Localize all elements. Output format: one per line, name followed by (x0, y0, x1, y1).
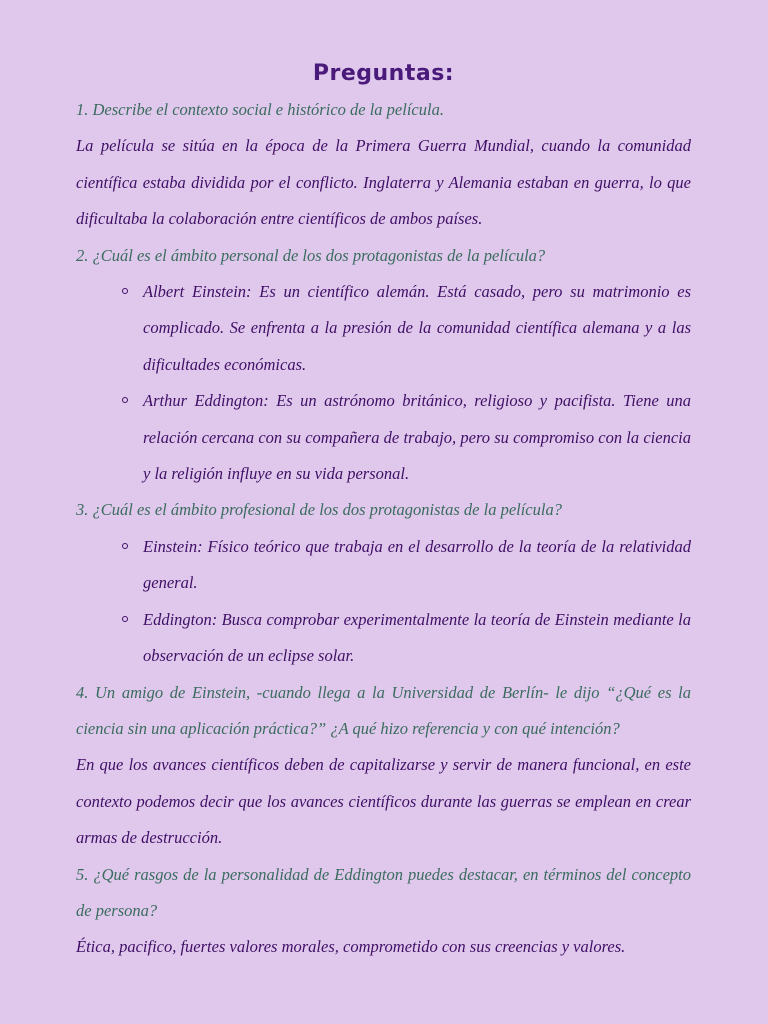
list-item-text: Einstein: Físico teórico que trabaja en el desarrollo de la teoría de la relatividad general. (143, 536, 691, 593)
answer-1: La película se sitúa en la época de la Primera Guerra Mundial, cuando la comunidad científica estaba dividida por el conflicto. Inglaterra y Alemania estaban en guerra, lo que dificultaba la colaboración entre científicos de ambos países. (76, 136, 691, 229)
answer-4: En que los avances científicos deben de capitalizarse y servir de manera funcional, en este contexto podemos decir que los avances científicos durante las guerras se emplean en crear armas de destrucción. (76, 755, 691, 848)
hollow-circle-bullet-icon (122, 543, 128, 549)
bullet-list-2 (76, 274, 691, 492)
question-4: 4. Un amigo de Einstein, -cuando llega a la Universidad de Berlín- le dijo “¿Qué es la ciencia sin una aplicación práctica?” ¿A qué hizo referencia y con qué intención? (76, 682, 691, 738)
document-page (76, 56, 691, 966)
question-1: 1. Describe el contexto social e histórico de la película. (76, 100, 444, 119)
page-title: Preguntas: (312, 61, 455, 86)
list-item (143, 602, 691, 675)
list-item (143, 529, 691, 602)
hollow-circle-bullet-icon (122, 288, 128, 294)
hollow-circle-bullet-icon (122, 397, 128, 403)
list-item (143, 383, 691, 492)
question-5: 5. ¿Qué rasgos de la personalidad de Eddington puedes destacar, en términos del concepto de persona? (76, 864, 691, 920)
list-item (143, 274, 691, 383)
question-2: 2. ¿Cuál es el ámbito personal de los dos protagonistas de la película? (76, 245, 546, 265)
answer-5: Ética, pacifico, fuertes valores morales, comprometido con sus creencias y valores. (76, 937, 626, 957)
list-item-text: Albert Einstein: Es un científico alemán. Está casado, pero su matrimonio es complicado. Se enfrenta a la presión de la comunidad científica alemana y a las dificultades económicas. (143, 282, 691, 374)
bullet-list-3 (76, 529, 691, 675)
list-item-text: Eddington: Busca comprobar experimentalmente la teoría de Einstein mediante la observación de un eclipse solar. (143, 609, 691, 666)
list-item-text: Arthur Eddington: Es un astrónomo británico, religioso y pacifista. Tiene una relación cercana con su compañera de trabajo, pero su compromiso con la ciencia y la religión influye en su vida personal. (143, 391, 691, 484)
question-3: 3. ¿Cuál es el ámbito profesional de los dos protagonistas de la película? (76, 500, 562, 520)
hollow-circle-bullet-icon (122, 616, 128, 622)
